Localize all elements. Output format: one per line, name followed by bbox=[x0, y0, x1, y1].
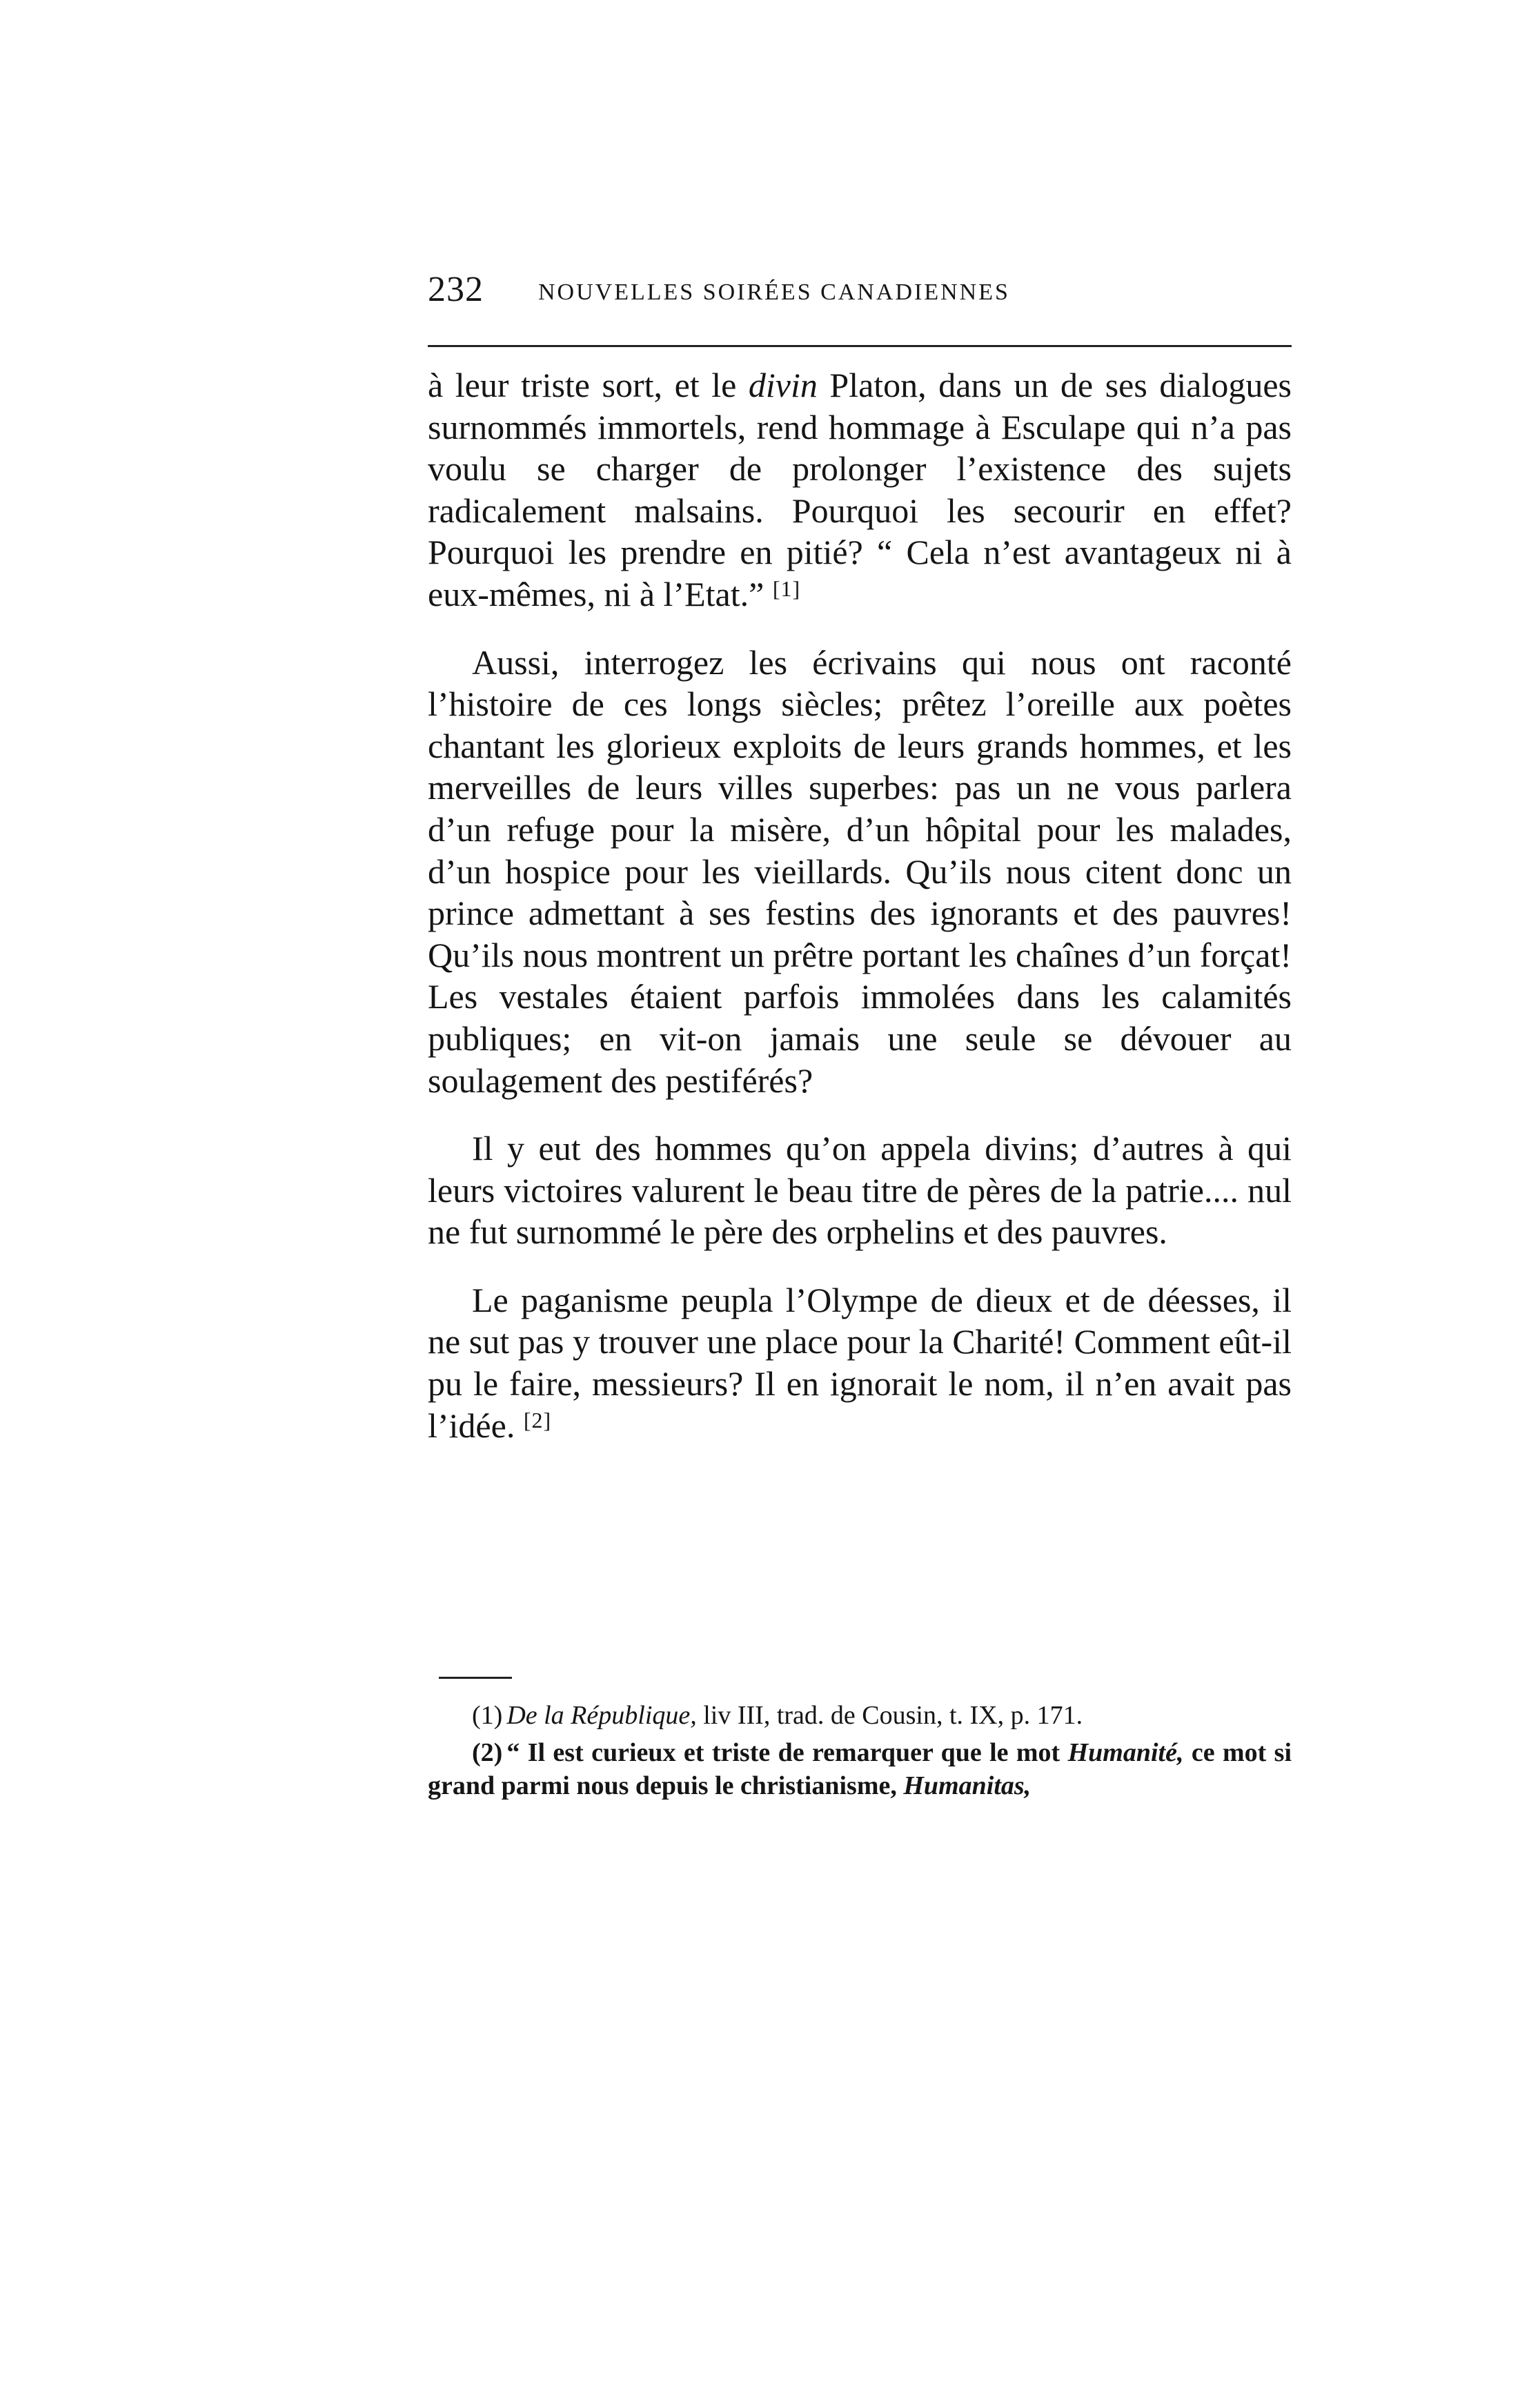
paragraph-1-text-a: à leur triste sort, et le bbox=[428, 366, 749, 404]
footnote-2-text-b: ce mot si grand parmi nous depuis le christianisme, bbox=[428, 1738, 1292, 1800]
paragraph-4 bbox=[428, 1279, 1292, 1446]
footnote-1-mark: (1) bbox=[472, 1701, 503, 1730]
paragraph-4-text: Le paganisme peupla l’Olympe de dieux et de déesses, il ne sut pas y trouver une place pour la Charité! Comment eût-il pu le faire, messieurs? Il en ignorait le nom, il n’en avait pas l’idée. bbox=[428, 1280, 1292, 1445]
footnotes bbox=[428, 1699, 1292, 1806]
footnote-2-mark: (2) bbox=[472, 1738, 503, 1767]
footnote-reference-2: [2] bbox=[523, 1407, 552, 1432]
paragraph-1-emphasis: divin bbox=[748, 366, 818, 404]
footnote-rule bbox=[439, 1677, 512, 1679]
page-header bbox=[428, 262, 1292, 317]
paragraph-1 bbox=[428, 364, 1292, 616]
paragraph-3: Il y eut des hommes qu’on appela divins; d’autres à qui leurs victoires valurent le beau titre de pères de la patrie.... nul ne fut surnommé le père des orphelins et des pauvres. bbox=[428, 1129, 1292, 1252]
running-title: NOUVELLES SOIRÉES CANADIENNES bbox=[538, 279, 1010, 305]
header-rule bbox=[428, 345, 1292, 347]
body-text bbox=[428, 364, 1292, 1446]
footnote-2 bbox=[428, 1736, 1292, 1802]
footnote-1-text: liv III, trad. de Cousin, t. IX, p. 171. bbox=[696, 1701, 1083, 1730]
footnote-2-text-a: “ Il est curieux et triste de remarquer que le mot bbox=[506, 1738, 1068, 1767]
paragraph-2: Aussi, interrogez les écrivains qui nous ont raconté l’histoire de ces longs siècles; prêtez l’oreille aux poètes chantant les glorieux exploits de leurs grands hommes, et les merveilles de leurs villes superbes: pas un ne vous parlera d’un refuge pour la misère, d’un hôpital pour les malades, d’un hospice pour les vieillards. Qu’ils nous citent donc un prince admettant à ses festins des ignorants et des pauvres! Qu’ils nous montrent un prêtre portant les chaînes d’un forçat! Les vestales étaient parfois immolées dans les calamités publiques; en vit-on jamais une seule se dévouer au soulagement des pestiférés? bbox=[428, 642, 1292, 1100]
paragraph-1-text-b: Platon, dans un de ses dialogues surnommés immortels, rend hommage à Esculape qui n’a pas voulu se charger de prolonger l’existence des sujets radicalement malsains. Pourquoi les secourir en effet? Pourquoi les prendre en pitié? “ Cela n’est avantageux ni à eux-mêmes, ni à l’Etat.” bbox=[428, 366, 1292, 613]
footnote-1 bbox=[428, 1699, 1292, 1732]
footnote-1-title: De la République, bbox=[506, 1701, 697, 1730]
footnote-2-emphasis-b: Humanitas, bbox=[903, 1771, 1031, 1800]
page-number: 232 bbox=[428, 270, 484, 309]
footnote-2-emphasis-a: Humanité, bbox=[1067, 1738, 1184, 1767]
footnote-reference-1: [1] bbox=[772, 575, 801, 601]
